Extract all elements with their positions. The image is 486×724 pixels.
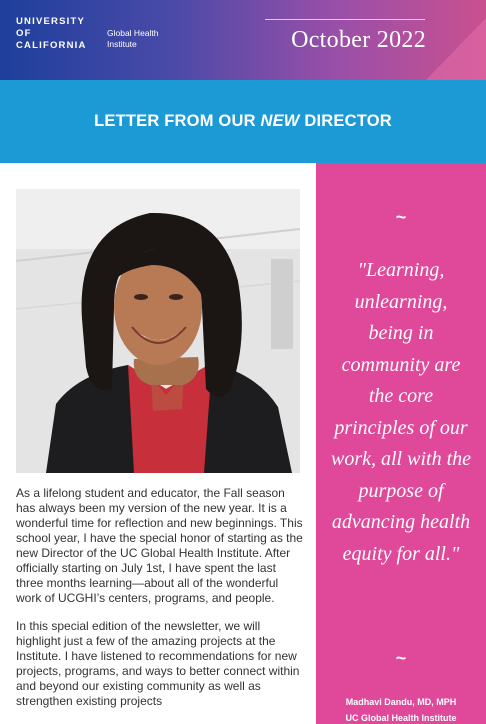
- portrait-illustration: [16, 189, 300, 473]
- header-decorative-triangle: [426, 18, 486, 80]
- director-portrait-image: [16, 189, 300, 473]
- uc-logo-wordmark[interactable]: [16, 16, 87, 52]
- article-column: [0, 163, 316, 724]
- logo-line-1: UNIVERSITY: [16, 16, 86, 27]
- pull-quote-sidebar: [316, 163, 486, 724]
- quote-attribution: [316, 694, 486, 724]
- issue-date: October 2022: [291, 27, 426, 53]
- logo-line-2: OF: [16, 28, 32, 39]
- banner-title-after: DIRECTOR: [299, 112, 392, 130]
- institute-line-2: Institute: [107, 39, 137, 49]
- attribution-name: Madhavi Dandu, MD, MPH: [345, 697, 457, 707]
- newsletter-header: [0, 0, 486, 80]
- letter-body: [16, 486, 306, 722]
- institute-wordmark[interactable]: [107, 28, 159, 50]
- logo-line-3: CALIFORNIA: [16, 40, 87, 51]
- institute-line-1: Global Health: [107, 28, 159, 38]
- attribution-organization: UC Global Health Institute: [345, 713, 457, 723]
- letter-paragraph-1: As a lifelong student and educator, the Fall season has always been my version of the new year. It is a wonderful time for reflection and new beginnings. This school year, I have the special honor of starting as the new Director of the UC Global Health Institute. After officially starting on July 1st, I have spent the last three months learning—about all of the wonderful work of UCGHI’s centers, programs, and people.: [16, 486, 303, 605]
- banner-title-before: LETTER FROM OUR: [94, 112, 261, 130]
- date-divider-line: [265, 19, 425, 20]
- letter-paragraph-2: In this special edition of the newsletter, we will highlight just a few of the amazing projects at the Institute. I have listened to recommendations for new projects, programs, and ways to better connect within and beyond our existing community as well as strengthen existing projects: [16, 619, 300, 708]
- quote-ornament-bottom: ~: [395, 648, 407, 668]
- section-title-banner: [0, 80, 486, 163]
- banner-title-emphasis: NEW: [260, 112, 300, 130]
- pull-quote-text: "Learning, unlearning, being in community are the core principles of our work, all with the purpose of advancing health equity for all.": [331, 259, 471, 565]
- quote-ornament-top: ~: [395, 207, 407, 227]
